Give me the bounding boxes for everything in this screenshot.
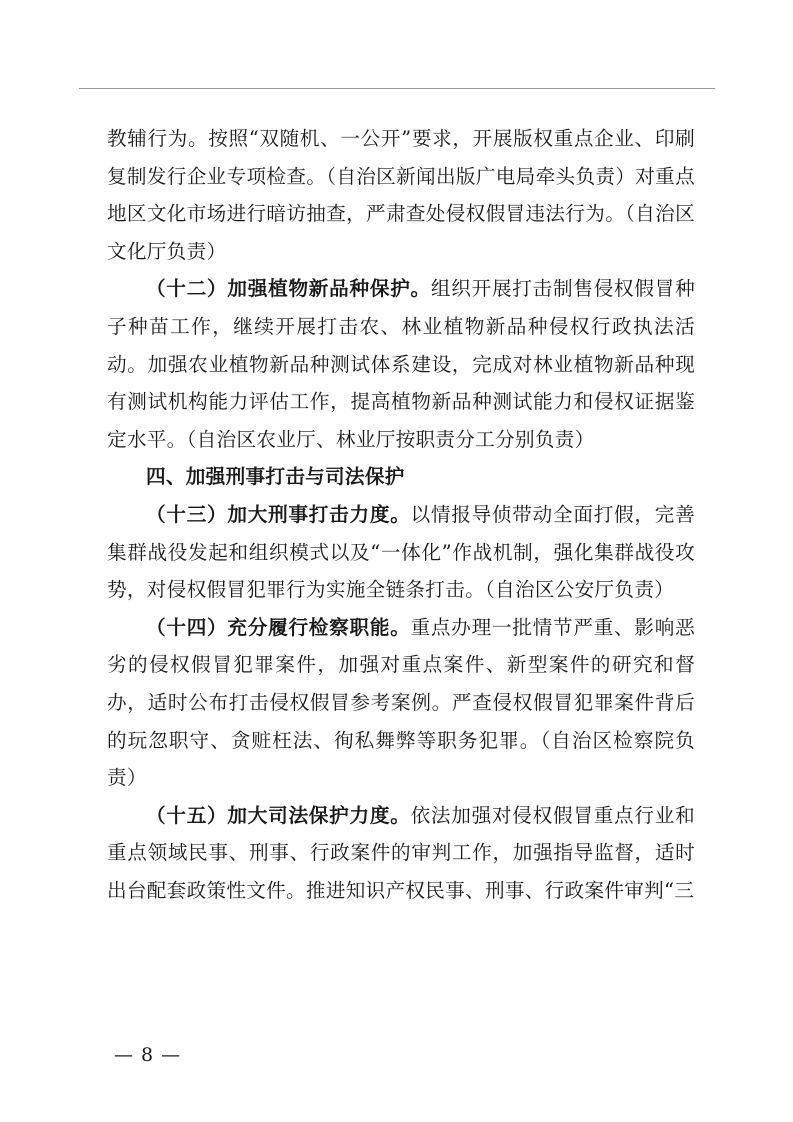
paragraph-lead: （十四）充分履行检察职能。 xyxy=(146,615,411,639)
paragraph-continuation xyxy=(107,120,695,270)
section-heading: 四、加强刑事打击与司法保护 xyxy=(146,465,405,489)
paragraph-text: 组织开展打击制售侵权假冒种子种苗工作，继续开展打击农、林业植物新品种侵权行政执法活动。加强农业植物新品种测试体系建设，完成对林业植物新品种现有测试机构能力评估工作，提高植物新品种测试能力和侵权证据鉴定水平。（自治区农业厅、林业厅按职责分工分别负责） xyxy=(107,277,695,451)
paragraph-text: 依法加强对侵权假冒重点行业和重点领域民事、刑事、行政案件的审判工作，加强指导监督，适时出台配套政策性文件。推进知识产权民事、刑事、行政案件审判“三 xyxy=(107,803,696,902)
paragraph-plant-variety-protection xyxy=(107,270,695,458)
paragraph-procuratorial-duties xyxy=(107,609,695,797)
paragraph-criminal-enforcement xyxy=(107,496,695,609)
paragraph-text: 教辅行为。按照“双随机、一公开”要求，开展版权重点企业、印刷复制发行企业专项检查。（自治区新闻出版广电局牵头负责）对重点地区文化市场进行暗访抽查，严肃查处侵权假冒违法行为。（自治区文化厅负责） xyxy=(107,127,695,263)
paragraph-text: 以情报导侦带动全面打假，完善集群战役发起和组织模式以及“一体化”作战机制，强化集群战役攻势，对侵权假冒犯罪行为实施全链条打击。（自治区公安厅负责） xyxy=(107,502,696,602)
paragraph-judicial-protection xyxy=(107,797,695,910)
header-rule xyxy=(79,88,715,89)
paragraph-lead: （十二）加强植物新品种保护。 xyxy=(146,277,431,301)
paragraph-lead: （十三）加大刑事打击力度。 xyxy=(146,502,411,526)
paragraph-text: 重点办理一批情节严重、影响恶劣的侵权假冒犯罪案件，加强对重点案件、新型案件的研究和督办，适时公布打击侵权假冒参考案例。严查侵权假冒犯罪案件背后的玩忽职守、贪赃枉法、徇私舞弊等职务犯罪。（自治区检察院负责） xyxy=(107,615,696,790)
page-number: — 8 — xyxy=(114,1044,182,1066)
paragraph-lead: （十五）加大司法保护力度。 xyxy=(146,803,411,827)
document-body xyxy=(107,120,695,909)
